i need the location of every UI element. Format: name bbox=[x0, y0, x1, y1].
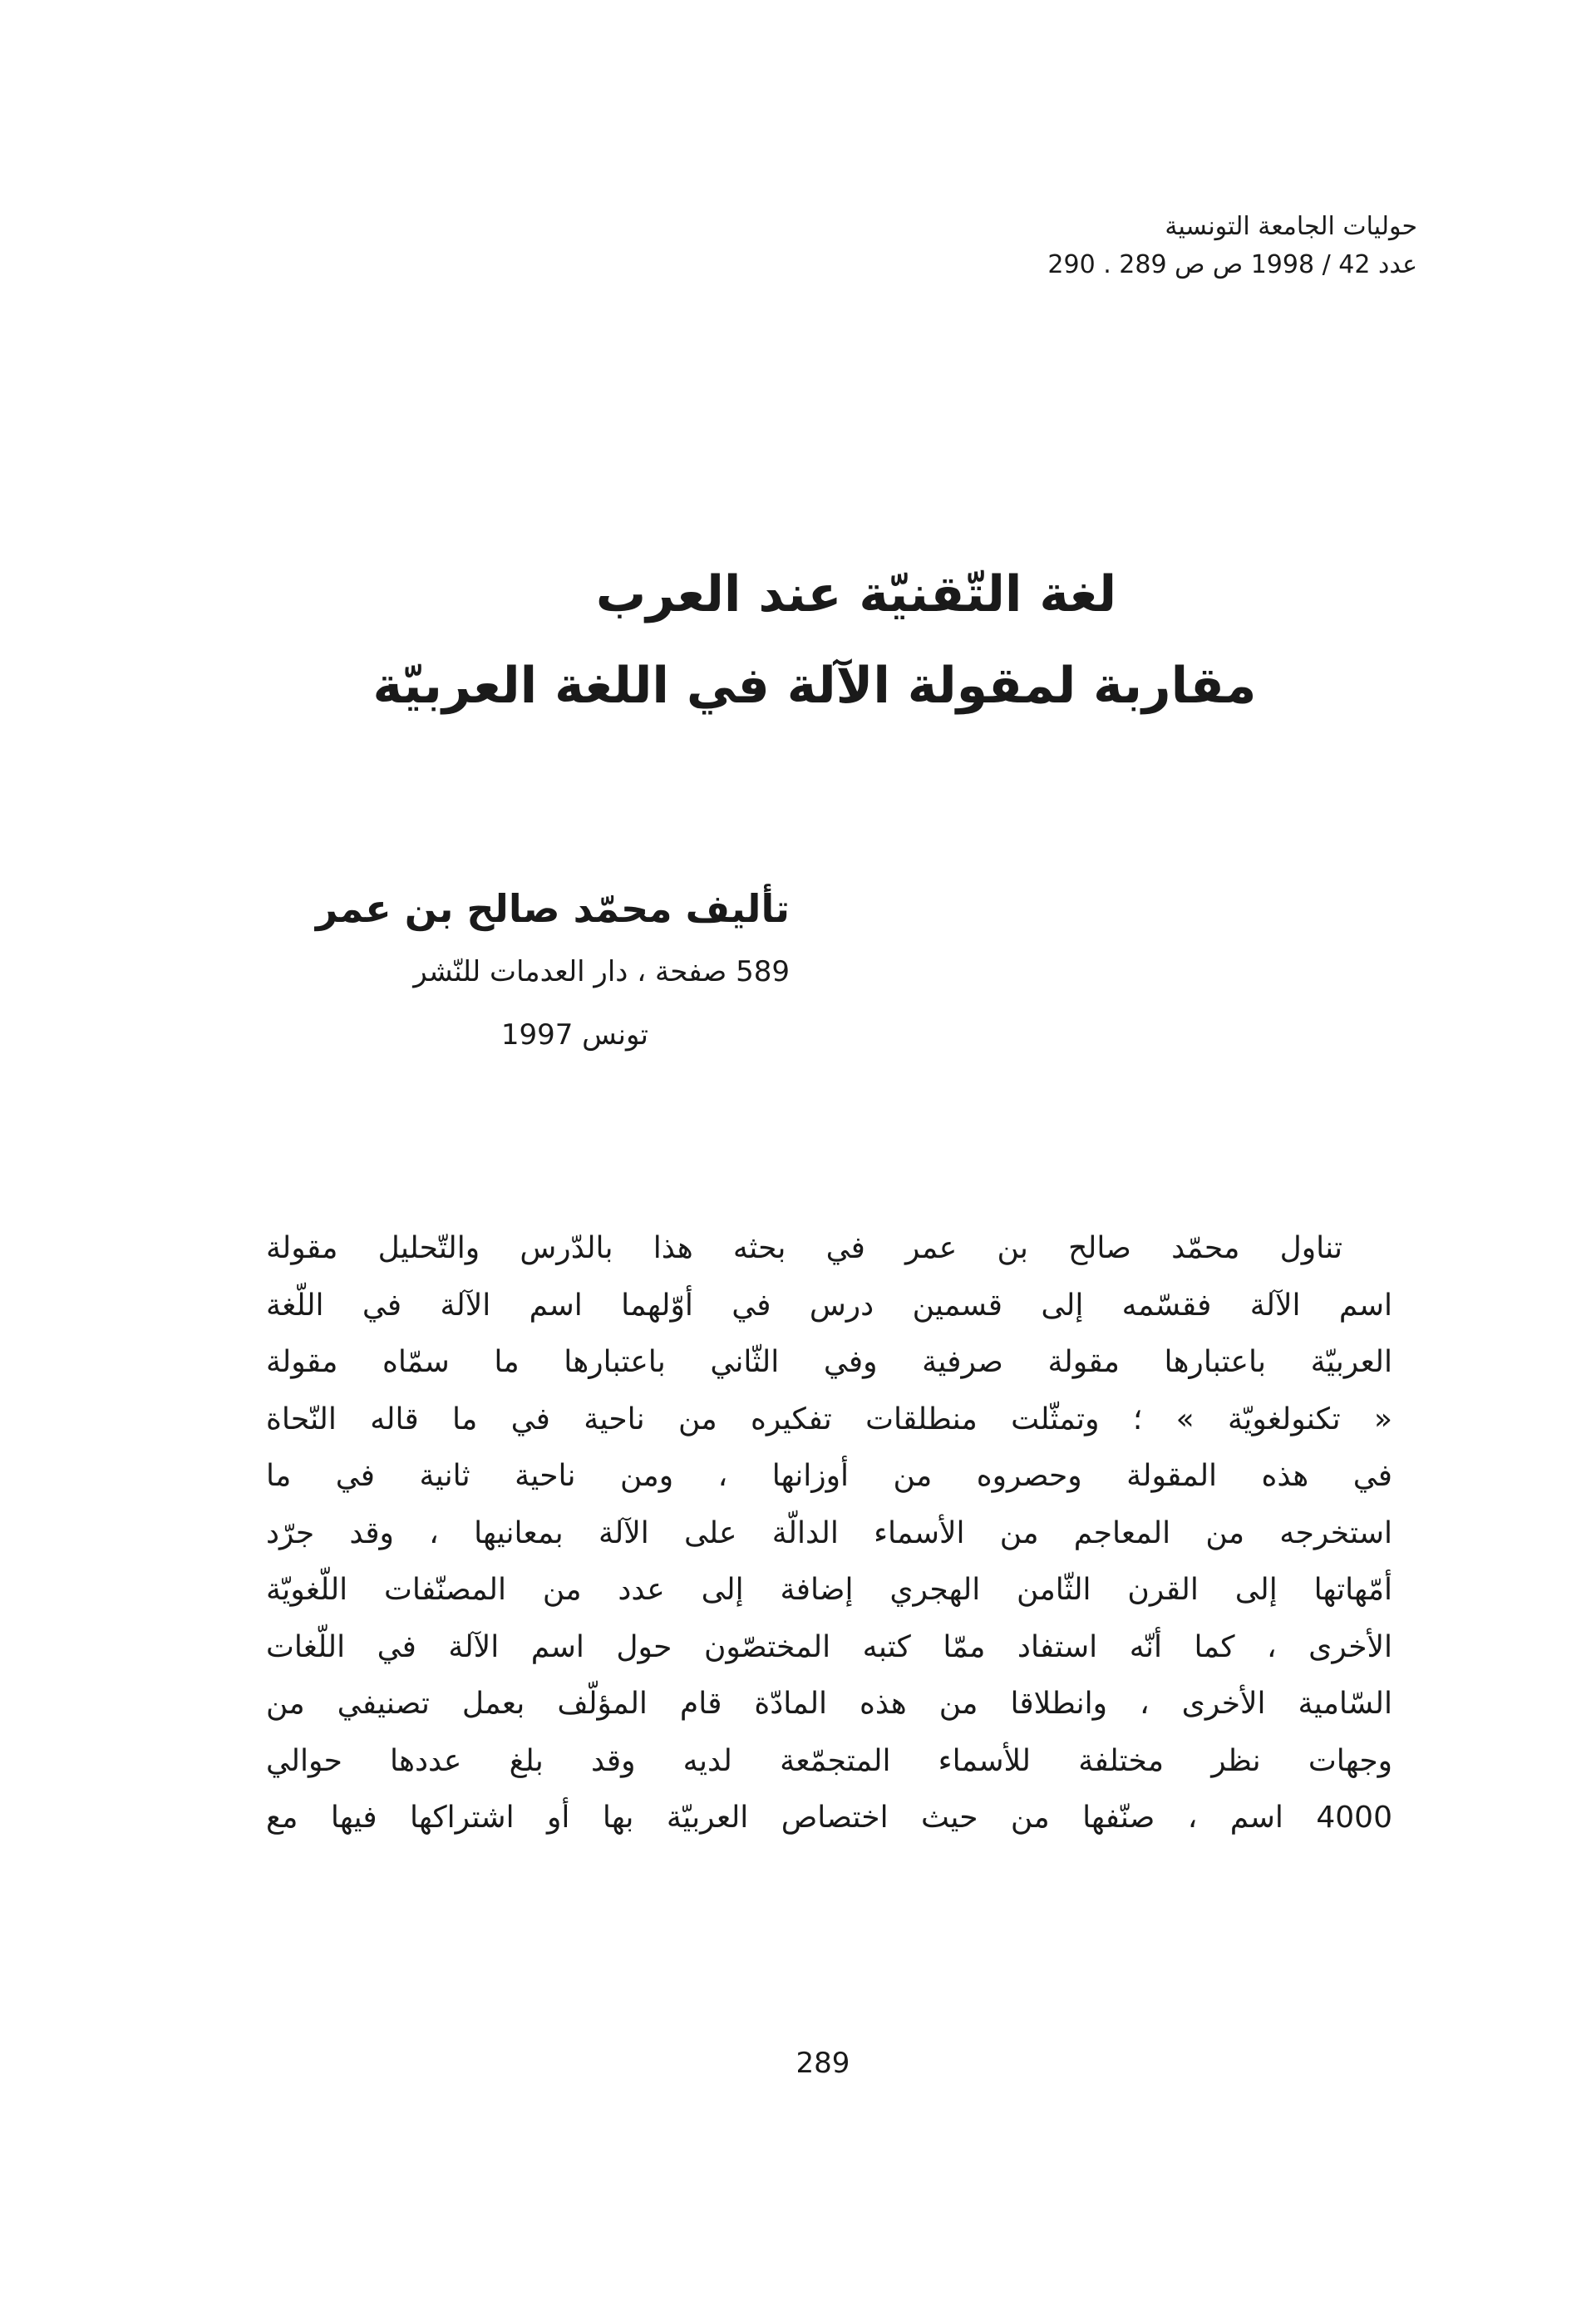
body-paragraph bbox=[266, 1220, 1392, 1847]
book-author: تأليف محمّد صالح بن عمر bbox=[315, 886, 790, 931]
body-line: 4000 اسم ، صنّفها من حيث اختصاص العربيّة بها أو اشتراكها فيها مع bbox=[266, 1801, 1392, 1835]
journal-issue-line: عدد 42 / 1998 ص ص 289 . 290 bbox=[1047, 250, 1417, 279]
body-line: وجهات نظر مختلفة للأسماء المتجمّعة لديه وقد بلغ عددها حوالي bbox=[266, 1743, 1392, 1778]
body-line: أمّهاتها إلى القرن الثّامن الهجري إضافة إلى عدد من المصنّفات اللّغويّة bbox=[266, 1573, 1392, 1607]
page-number: 289 bbox=[796, 2047, 850, 2080]
journal-name: حوليات الجامعة التونسية bbox=[1165, 212, 1417, 241]
body-line: السّامية الأخرى ، وانطلاقا من هذه المادّة قام المؤلّف بعمل تصنيفي من bbox=[266, 1687, 1392, 1721]
book-place-year: تونس 1997 bbox=[500, 1018, 648, 1052]
body-line: الأخرى ، كما أنّه استفاد ممّا كتبه المختصّون حول اسم الآلة في اللّغات bbox=[266, 1629, 1392, 1664]
journal-header bbox=[835, 208, 1417, 284]
body-line: في هذه المقولة وحصروه من أوزانها ، ومن ناحية ثانية في ما bbox=[266, 1459, 1392, 1493]
review-titles bbox=[0, 549, 1596, 732]
body-line: اسم الآلة فقسّمه إلى قسمين درس في أوّلهما اسم الآلة في اللّغة bbox=[266, 1288, 1392, 1323]
book-info bbox=[208, 877, 790, 1067]
book-publication: 589 صفحة ، دار العدمات للنّشر bbox=[413, 955, 790, 988]
subtitle: مقاربة لمقولة الآلة في اللغة العربيّة bbox=[372, 657, 1257, 715]
body-line: العربيّة باعتبارها مقولة صرفية وفي الثّاني باعتبارها ما سمّاه مقولة bbox=[266, 1345, 1392, 1379]
body-line: استخرجه من المعاجم من الأسماء الدالّة على الآلة بمعانيها ، وقد جرّد bbox=[266, 1515, 1392, 1550]
body-line: « تكنولغويّة » ؛ وتمثّلت منطلقات تفكيره من ناحية في ما قاله النّحاة bbox=[266, 1402, 1392, 1436]
body-line: تناول محمّد صالح بن عمر في بحثه هذا بالدّرس والتّحليل مقولة bbox=[266, 1231, 1342, 1265]
main-title: لغة التّقنيّة عند العرب bbox=[595, 565, 1117, 623]
